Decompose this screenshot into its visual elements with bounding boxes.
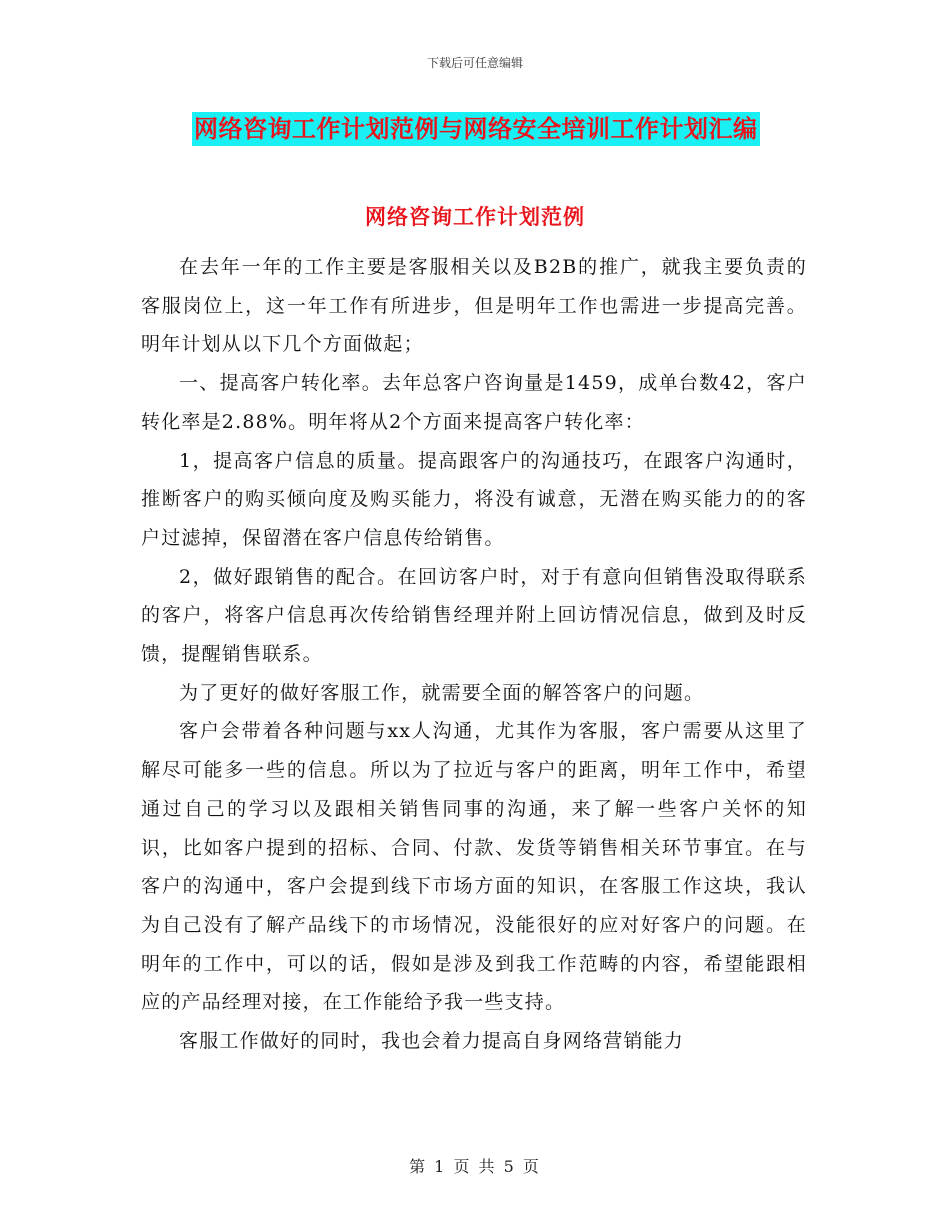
paragraph: 客服工作做好的同时，我也会着力提高自身网络营销能力 xyxy=(179,1030,685,1053)
paragraph: 1，提高客户信息的质量。提高跟客户的沟通技巧，在跟客户沟通时，推断客户的购买倾向度及购买能力，将没有诚意，无潜在购买能力的的客户过滤掉，保留潜在客户信息传给销售。 xyxy=(141,449,807,549)
header-note: 下载后可任意编辑 xyxy=(426,56,523,70)
paragraph: 2，做好跟销售的配合。在回访客户时，对于有意向但销售没取得联系的客户，将客户信息再次传给销售经理并附上回访情况信息，做到及时反馈，提醒销售联系。 xyxy=(141,565,807,666)
page-footer: 第 1 页 共 5 页 xyxy=(409,1157,541,1176)
main-title-text: 网络咨询工作计划范例与网络安全培训工作计划汇编 xyxy=(192,112,760,146)
paragraph: 一、提高客户转化率。去年总客户咨询量是1459，成单台数42，客户转化率是2.88%。明年将从2个方面来提高客户转化率： xyxy=(141,372,807,433)
paragraph: 在去年一年的工作主要是客服相关以及B2B的推广，就我主要负责的客服岗位上，这一年工作有所进步，但是明年工作也需进一步提高完善。明年计划从以下几个方面做起； xyxy=(141,256,807,356)
paragraph: 客户会带着各种问题与xx人沟通，尤其作为客服，客户需要从这里了解尽可能多一些的信息。所以为了拉近与客户的距离，明年工作中，希望通过自己的学习以及跟相关销售同事的沟通，来了解一些客户关怀的知识，比如客户提到的招标、合同、付款、发货等销售相关环节事宜。在与客户的沟通中，客户会提到线下市场方面的知识，在客服工作这块，我认为自己没有了解产品线下的市场情况，没能很好的应对好客户的问题。在明年的工作中，可以的话，假如是涉及到我工作范畴的内容，希望能跟相应的产品经理对接，在工作能给予我一些支持。 xyxy=(141,720,807,1014)
body-text xyxy=(141,248,807,1061)
section-title: 网络咨询工作计划范例 xyxy=(365,204,585,229)
paragraph: 为了更好的做好客服工作，就需要全面的解答客户的问题。 xyxy=(179,681,705,704)
main-title xyxy=(192,112,804,146)
